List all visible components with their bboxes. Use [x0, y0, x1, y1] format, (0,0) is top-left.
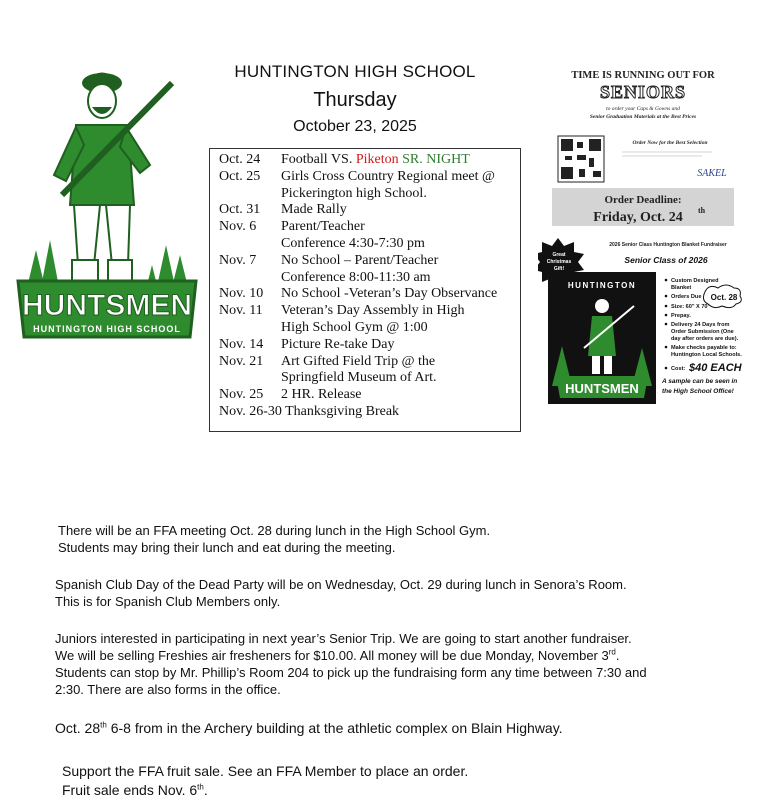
- date-heading: October 23, 2025: [293, 118, 417, 135]
- ffa-meeting-announcement: There will be an FFA meeting Oct. 28 during lunch in the High School Gym. Students may bring their lunch and eat during the meeting.: [58, 523, 491, 555]
- svg-text:Friday, Oct. 24: Friday, Oct. 24: [593, 210, 683, 225]
- svg-text:Cost:: Cost:: [671, 366, 686, 372]
- event-row: Nov. 14 Picture Re-take Day: [219, 336, 395, 352]
- huntsman-figure-icon: [54, 73, 172, 298]
- ffa-fruit-sale-announcement: Support the FFA fruit sale. See an FFA Member to place an order. Fruit sale ends Nov. 6th.: [62, 763, 469, 798]
- senior-blanket-fundraiser-flyer: [538, 236, 752, 406]
- spanish-club-announcement: Spanish Club Day of the Dead Party will be on Wednesday, Oct. 29 during lunch in Senora’s Room. This is for Spanish Club Members only.: [55, 577, 627, 609]
- juniors-fundraiser-announcement: Juniors interested in participating in next year’s Senior Trip. We are going to start another fundraiser. We will be selling Freshies air fresheners for $10.00. All money will be due Monday, November 3rd. Students can stop by Mr. Phillip’s Room 204 to pick up the fundraising form any time between 7:30 and 2:30. There are also forms in the office.: [55, 631, 647, 697]
- svg-text:Senior Class of 2026: Senior Class of 2026: [624, 255, 708, 265]
- qr-code-icon: [558, 136, 604, 182]
- svg-text:the High School Office!: the High School Office!: [662, 388, 734, 395]
- svg-text:Blanket: Blanket: [671, 285, 692, 291]
- event-row: Oct. 25 Girls Cross Country Regional meet @ Pickerington high School.: [219, 168, 495, 201]
- event-row: Nov. 21 Art Gifted Field Trip @ the Springfield Museum of Art.: [219, 353, 437, 386]
- svg-text:HUNTINGTON: HUNTINGTON: [567, 281, 637, 290]
- svg-text:Size: 60" X 70": Size: 60" X 70": [671, 304, 711, 310]
- svg-text:to order your Caps & Gowns and: to order your Caps & Gowns and: [606, 106, 680, 112]
- svg-text:TIME IS RUNNING OUT FOR: TIME IS RUNNING OUT FOR: [571, 70, 715, 81]
- event-row: Oct. 24 Football VS. Piketon SR. NIGHT: [219, 152, 470, 167]
- svg-text:Custom Designed: Custom Designed: [671, 278, 719, 284]
- event-row: Nov. 10 No School -Veteran’s Day Observance: [219, 286, 498, 302]
- svg-text:day after orders are due).: day after orders are due).: [671, 336, 739, 342]
- svg-text:Gift!: Gift!: [553, 266, 565, 272]
- svg-text:th: th: [698, 206, 706, 215]
- blanket-sample-image: [548, 272, 656, 404]
- sakel-brand-icon: SAKEL: [697, 168, 727, 179]
- svg-text:Order Submission (One: Order Submission (One: [671, 329, 734, 335]
- svg-text:HUNTSMEN: HUNTSMEN: [565, 381, 639, 396]
- events-schedule: [209, 148, 521, 432]
- svg-text:Great: Great: [552, 252, 566, 258]
- svg-text:SENIORS: SENIORS: [599, 82, 687, 102]
- svg-text:Oct. 28: Oct. 28: [710, 293, 738, 302]
- svg-text:2026 Senior Class Huntington B: 2026 Senior Class Huntington Blanket Fundraiser: [609, 242, 727, 248]
- logo-subtitle: HUNTINGTON HIGH SCHOOL: [33, 324, 181, 334]
- day-heading: Thursday: [313, 89, 397, 111]
- svg-text:A sample can be seen in: A sample can be seen in: [662, 378, 738, 385]
- event-row: Nov. 7 No School – Parent/Teacher Conference 8:00-11:30 am: [219, 252, 439, 285]
- svg-text:$40 EACH: $40 EACH: [689, 362, 742, 374]
- event-row: Nov. 11 Veteran’s Day Assembly in High High School Gym @ 1:00: [219, 303, 465, 335]
- svg-text:Order Now for the Best Selecti: Order Now for the Best Selection: [632, 140, 708, 146]
- logo-word: HUNTSMEN: [22, 289, 192, 322]
- svg-text:Orders Due: Orders Due: [671, 294, 702, 300]
- event-row: Nov. 26-30 Thanksgiving Break: [219, 403, 400, 419]
- event-row: Nov. 6 Parent/Teacher Conference 4:30-7:30 pm: [219, 219, 425, 251]
- huntsmen-logo: [14, 55, 200, 345]
- school-name: HUNTINGTON HIGH SCHOOL: [234, 62, 476, 81]
- archery-announcement: Oct. 28th 6-8 from in the Archery building at the athletic complex on Blain Highway.: [55, 720, 563, 736]
- seniors-caps-gowns-flyer: [552, 60, 734, 228]
- svg-text:Huntington Local Schools.: Huntington Local Schools.: [671, 352, 742, 358]
- svg-text:Senior Graduation Materials at: Senior Graduation Materials at the Best Prices: [589, 114, 697, 120]
- svg-text:Christmas: Christmas: [546, 259, 572, 265]
- svg-text:Prepay.: Prepay.: [671, 313, 691, 319]
- svg-text:Delivery 24 Days from: Delivery 24 Days from: [671, 322, 730, 328]
- svg-text:Make checks payable to:: Make checks payable to:: [671, 345, 737, 351]
- svg-text:Order Deadline:: Order Deadline:: [604, 194, 682, 206]
- event-row: Oct. 31 Made Rally: [219, 202, 347, 218]
- event-row: Nov. 25 2 HR. Release: [219, 387, 362, 403]
